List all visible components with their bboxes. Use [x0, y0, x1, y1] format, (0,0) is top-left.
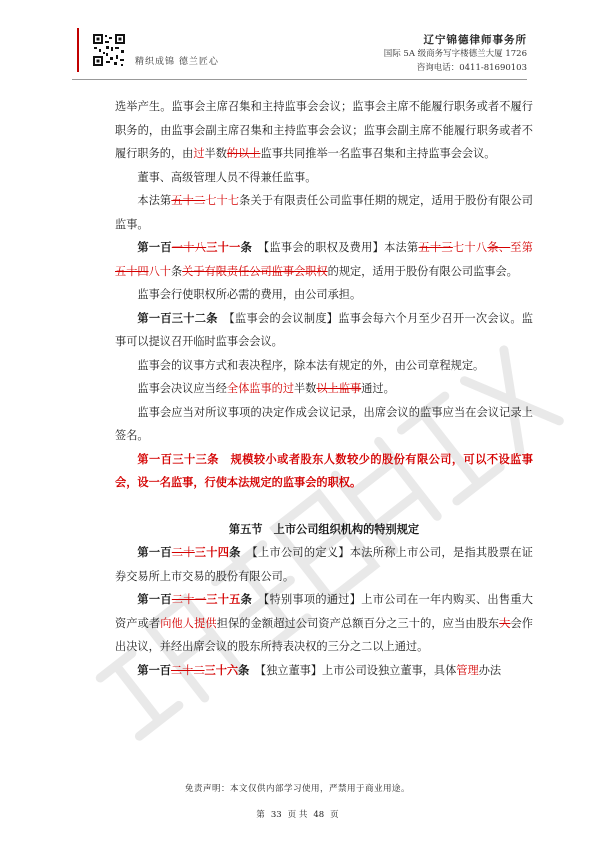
text-run: 【独立董事】上市公司设独立董事，具体 [249, 663, 457, 677]
article-number: 第一百 [137, 240, 172, 254]
article-number: 条 [240, 240, 253, 254]
page-suffix: 页 [330, 810, 339, 820]
header-divider [72, 79, 527, 80]
inserted-text: 第一百三十三条 规模较小或者股东人数较少的股份有限公司，可以不设监事会，设一名监事，行使本法规定的监事会的职权。 [115, 451, 533, 489]
deleted-text: 二十 [171, 546, 195, 559]
inserted-text: 三十六 [204, 662, 239, 677]
text-run: 监事会决议应当经 [137, 382, 227, 395]
inserted-text: 七十八 [452, 241, 488, 254]
paragraph [115, 541, 533, 588]
inserted-text: 三十五 [206, 592, 241, 606]
paragraph-gap [115, 495, 533, 518]
text-run: 监事会应当对所议事项的决定作成会议记录，出席会议的监事应当在会议记录上签名。 [115, 405, 533, 442]
firm-phone: 咨询电话：0411-81690103 [416, 63, 527, 73]
text-run: 【监事会的职权及费用】本法第 [252, 241, 419, 254]
text-run: 本法第 [137, 194, 172, 207]
deleted-text: 的以上 [226, 147, 261, 160]
inserted-text: 全体监事的过 [226, 382, 295, 395]
paragraph [115, 283, 533, 307]
page-total: 48 [313, 810, 325, 820]
deleted-text: 关于有限责任公司监事会职权 [182, 264, 328, 278]
article-number: 第一百 [137, 545, 172, 559]
page-prefix: 第 [256, 810, 265, 820]
text-run: 半数 [204, 147, 227, 160]
page-middle: 页 共 [287, 810, 308, 820]
article-number: 第一百 [137, 592, 172, 606]
paragraph [115, 166, 533, 190]
inserted-text: 八十 [148, 264, 171, 278]
deleted-text: 二十二 [170, 663, 205, 677]
text-run: 【上市公司的定义】本法所称上市公司，是指其股票在证券交易所上市交易的股份有限公司。 [115, 546, 533, 583]
document-body [115, 95, 533, 682]
text-run: 董事、高级管理人员不得兼任监事。 [137, 170, 317, 184]
firm-slogan: 精织成锦 德兰匠心 [135, 57, 219, 67]
disclaimer: 免责声明：本文仅供内部学习使用，严禁用于商业用途。 [184, 784, 410, 794]
deleted-text: 二十一 [171, 593, 207, 606]
inserted-text: 至第 [510, 241, 533, 254]
inserted-text: 三十四 [194, 545, 230, 559]
text-run: 条关于有限责任公司监事任期的规定，适用于股份有限公司监事。 [115, 194, 533, 231]
text-run: 半数 [294, 382, 317, 395]
text-run: 条 [170, 264, 183, 278]
article-number: 第一百 [137, 662, 171, 677]
text-run: 第五节 上市公司组织机构的特别规定 [228, 521, 420, 536]
deleted-text: 五十二 [171, 194, 206, 207]
section-heading [115, 518, 533, 542]
firm-name: 辽宁锦德律师事务所 [423, 34, 527, 46]
inserted-text: 七十七 [205, 194, 240, 207]
deleted-text: 以上监事 [316, 382, 362, 395]
paragraph [115, 189, 533, 236]
text-run: 会作出决议，并经出席会议的股东所持表决权的三分之二以上通过。 [115, 616, 533, 653]
text-run: 监事共同推举一名监事召集和主持监事会会议。 [260, 147, 496, 160]
deleted-text: 大 [499, 616, 511, 630]
paragraph [115, 659, 533, 683]
deleted-text: 条、 [487, 241, 511, 254]
paragraph [115, 236, 533, 283]
qr-code-icon [92, 33, 126, 67]
firm-address: 国际 5A 级商务写字楼德兰大厦 1726 [383, 49, 527, 59]
deleted-text: 一十八 [171, 241, 207, 254]
inserted-text: 管理 [456, 663, 479, 677]
deleted-text: 五十四 [115, 264, 149, 278]
inserted-text: 过 [193, 147, 205, 160]
paragraph [115, 95, 533, 166]
page-current: 33 [270, 810, 282, 820]
text-run: 选举产生。监事会主席召集和主持监事会会议；监事会主席不能履行职务或者不履行职务的，由监事会副主席召集和主持监事会会议；监事会副主席不能履行职务或者不履行职务的，由 [115, 100, 533, 160]
text-run: 担保的金额超过公司资产总额百分之三十的，应当由股东 [216, 616, 500, 630]
text-run: 办法 [478, 663, 502, 677]
inserted-text: 向他人提供 [160, 616, 217, 630]
article-number: 条 [238, 662, 250, 677]
page-number [0, 808, 595, 820]
paragraph [115, 401, 533, 448]
deleted-text: 五十三 [418, 241, 453, 254]
header-accent-line [77, 28, 79, 72]
paragraph [115, 307, 533, 354]
article-number: 条 [240, 592, 253, 606]
paragraph [115, 354, 533, 378]
paragraph [115, 448, 533, 495]
article-number: 条 [229, 545, 241, 559]
text-run: 【监事会的会议制度】监事会每六个月至少召开一次会议。监事可以提议召开临时监事会会议。 [115, 311, 533, 348]
inserted-text: 三十一 [206, 240, 241, 254]
paragraph [115, 377, 533, 401]
firm-info [384, 33, 527, 75]
text-run: 通过。 [361, 382, 395, 395]
article-number: 第一百三十二条 [137, 310, 218, 325]
text-run: 【特别事项的通过】上市公司在一年内购买、出售重大资产或者 [115, 593, 533, 630]
paragraph [115, 588, 533, 659]
text-run: 监事会的议事方式和表决程序，除本法有规定的外，由公司章程规定。 [137, 358, 485, 372]
text-run: 监事会行使职权所必需的费用，由公司承担。 [137, 288, 362, 301]
text-run: 的规定，适用于股份有限公司监事会。 [327, 264, 518, 278]
